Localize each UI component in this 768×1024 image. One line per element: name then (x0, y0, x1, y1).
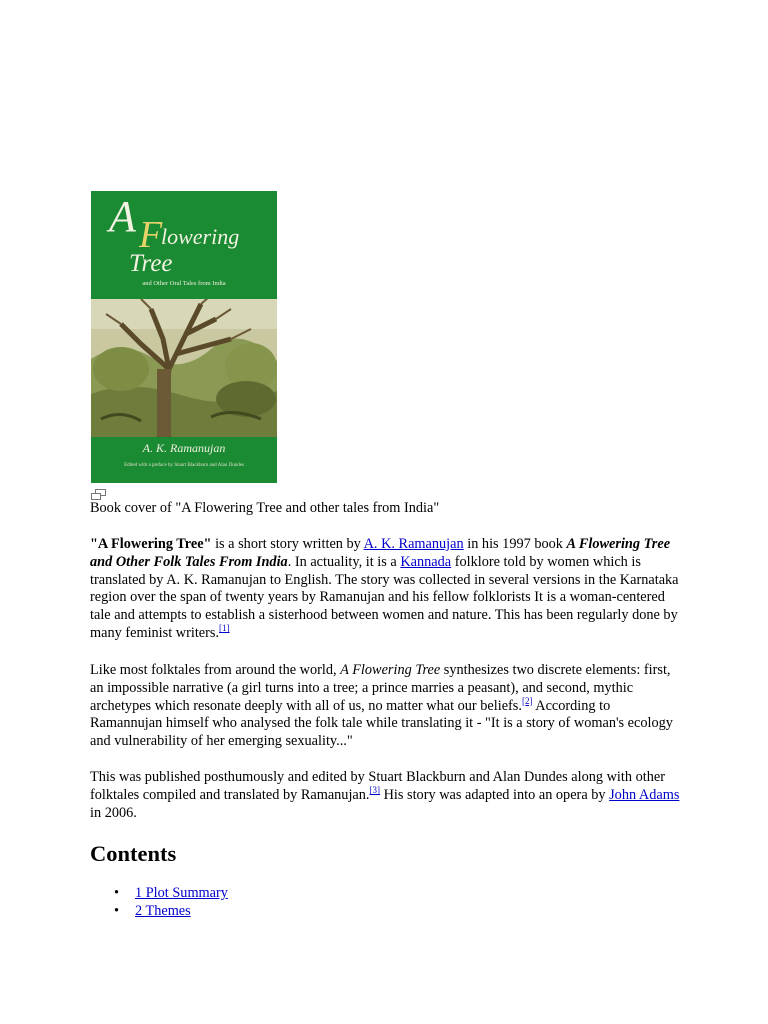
link-ak-ramanujan[interactable]: A. K. Ramanujan (363, 536, 464, 552)
bullet: • (114, 902, 120, 919)
toc-link-themes[interactable]: 2 Themes (135, 902, 191, 919)
text-span: in 2006. (90, 804, 137, 821)
text-span: According to Ramannujan himself who analysed the folk tale while translating it - "It is a story of woman's ecology and vulnerability of her emerging sexuality..." (90, 697, 673, 750)
text-span: synthesizes two discrete elements: first, an impossible narrative (a girl turns into a tree; a prince marries a peasant), and second, mythic archetypes which resonate deeply with all of us, no matter what our beliefs. (90, 662, 671, 714)
reference-1[interactable]: [1] (219, 623, 230, 634)
synthesis-paragraph (90, 662, 680, 751)
cover-author: A. K. Ramanujan (142, 441, 226, 455)
cover-title-tree: Tree (129, 250, 173, 277)
cover-title-a: A (109, 192, 136, 241)
cover-credit: Edited with a preface by Stuart Blackburn and Alan Dundes (124, 463, 244, 468)
book-title: A Flowering Tree and Other Folk Tales From India (90, 536, 671, 570)
link-kannada[interactable]: Kannada (400, 553, 452, 570)
link-john-adams[interactable]: John Adams (609, 786, 680, 803)
bullet: • (114, 885, 120, 901)
text-span: is a short story written by (211, 536, 364, 552)
book-cover-image[interactable] (91, 191, 277, 483)
enlarge-icon[interactable] (91, 489, 107, 500)
toc-link-plot-summary[interactable]: 1 Plot Summary (135, 885, 228, 901)
reference-3[interactable]: [3] (369, 785, 381, 796)
text-span: folklore told by women which is translated by A. K. Ramanujan to English. The story was collected in several versions in the Karnataka region over the span of twenty years by Ramanujan and his fellow folklorists It is a woman-centered tale and attempts to establish a sisterhood between women and nature. This has been regularly done by many feminist writers. (90, 553, 679, 641)
italic-title: A Flowering Tree (340, 662, 441, 678)
article-title-bold: "A Flowering Tree" (90, 536, 212, 552)
intro-paragraph (90, 536, 680, 643)
text-span: in his 1997 book (463, 536, 567, 552)
cover-tree-painting (91, 299, 277, 437)
text-span: Like most folktales from around the world, (90, 662, 341, 678)
reference-2[interactable]: [2] (521, 695, 533, 706)
publication-paragraph (90, 769, 680, 822)
contents-heading: Contents (90, 841, 177, 866)
table-of-contents (90, 885, 228, 921)
toc-item (90, 903, 228, 921)
text-span: . In actuality, it is a (287, 553, 401, 570)
cover-title-lowering: lowering (161, 224, 240, 249)
text-span: His story was adapted into an opera by (380, 786, 610, 803)
image-caption: Book cover of "A Flowering Tree and other tales from India" (90, 500, 440, 516)
cover-title-f: F (139, 214, 163, 256)
cover-subtitle: and Other Oral Tales from India (142, 280, 226, 287)
toc-item (90, 885, 228, 903)
text-span: This was published posthumously and edited by Stuart Blackburn and Alan Dundes along with other folktales compiled and translated by Ramanujan. (90, 769, 665, 803)
